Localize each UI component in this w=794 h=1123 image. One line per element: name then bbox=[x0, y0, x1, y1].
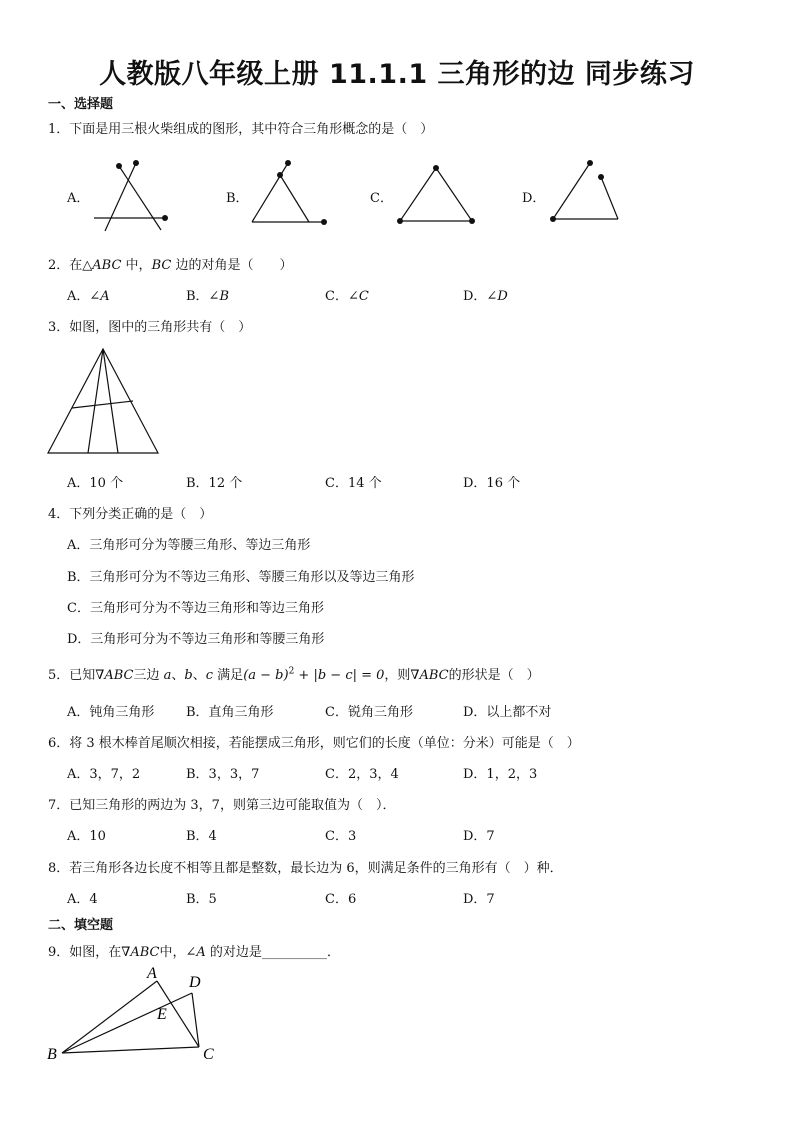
question-3-stem: 3．如图，图中的三角形共有（ ） bbox=[48, 320, 252, 335]
q9-text: ． bbox=[326, 945, 340, 960]
q3-option-b: B．12 个 bbox=[186, 476, 243, 491]
q1-option-c-label: C． bbox=[370, 191, 393, 206]
q2-stem-text: 边的对角是（ ） bbox=[171, 258, 293, 273]
q5-option-d: D．以上都不对 bbox=[463, 705, 552, 720]
q2-option-key: D．∠ bbox=[463, 289, 498, 304]
q5-text: 、 bbox=[171, 668, 185, 683]
q9-point-e-label: E bbox=[157, 1006, 167, 1023]
q2-option-var: B bbox=[219, 289, 230, 304]
q2-option-key: B．∠ bbox=[186, 289, 220, 304]
q2-option-key: C．∠ bbox=[325, 289, 359, 304]
q9-answer-blank[interactable]: __________ bbox=[261, 945, 327, 960]
q7-option-c: C．3 bbox=[325, 829, 357, 844]
q3-option-a: A．10 个 bbox=[67, 476, 124, 491]
q9-text: 的对边是 bbox=[205, 945, 262, 960]
q6-option-a: A．3，7，2 bbox=[67, 767, 141, 782]
q8-option-a: A．4 bbox=[67, 892, 98, 907]
question-7-stem: 7．已知三角形的两边为 3，7，则第三边可能取值为（ ）． bbox=[48, 798, 396, 813]
q2-stem-text: 中， bbox=[121, 258, 152, 273]
question-1-stem: 1．下面是用三根火柴组成的图形，其中符合三角形概念的是（ ） bbox=[48, 122, 434, 137]
q6-option-d: D．1，2，3 bbox=[463, 767, 538, 782]
q1-option-b-label: B． bbox=[226, 191, 249, 206]
question-8-stem: 8．若三角形各边长度不相等且都是整数，最长边为 6，则满足条件的三角形有（ ）种． bbox=[48, 861, 563, 876]
q9-text: 中，∠ bbox=[159, 945, 197, 960]
q5-text: 5．已知 bbox=[48, 668, 96, 683]
section-heading-fill: 二、填空题 bbox=[48, 918, 114, 933]
q5-text: 三边 bbox=[133, 668, 164, 683]
q2-stem-text: 2．在△ bbox=[48, 258, 93, 273]
q5-var-b: b bbox=[184, 668, 193, 683]
q8-option-b: B．5 bbox=[186, 892, 217, 907]
q4-option-a: A．三角形可分为等腰三角形、等边三角形 bbox=[67, 538, 311, 553]
page-title: 人教版八年级上册 11.1.1 三角形的边 同步练习 bbox=[99, 59, 695, 90]
q5-var-a: a bbox=[163, 668, 172, 683]
q2-option-key: A．∠ bbox=[67, 289, 101, 304]
q5-text: 、 bbox=[192, 668, 206, 683]
q2-side-name: BC bbox=[151, 258, 172, 273]
question-6-stem: 6．将 3 根木棒首尾顺次相接，若能摆成三角形，则它们的长度（单位：分米）可能是（ ） bbox=[48, 736, 580, 751]
q7-option-d: D．7 bbox=[463, 829, 495, 844]
q5-formula-square: (a − b) bbox=[243, 668, 289, 683]
q9-triangle: ∇ABC bbox=[121, 945, 160, 960]
q3-option-c: C．14 个 bbox=[325, 476, 382, 491]
q2-option-var: A bbox=[100, 289, 110, 304]
q6-option-b: B．3，3，7 bbox=[186, 767, 260, 782]
q8-option-d: D．7 bbox=[463, 892, 495, 907]
q9-point-c-label: C bbox=[203, 1046, 214, 1063]
q6-option-c: C．2，3，4 bbox=[325, 767, 399, 782]
q4-option-c: C．三角形可分为不等边三角形和等边三角形 bbox=[67, 601, 324, 616]
q5-text: 满足 bbox=[213, 668, 244, 683]
q5-var-c: c bbox=[205, 668, 214, 683]
question-4-stem: 4．下列分类正确的是（ ） bbox=[48, 507, 213, 522]
q9-text: 9．如图，在 bbox=[48, 945, 122, 960]
q5-formula-abs: + |b − c| = 0 bbox=[294, 668, 385, 683]
q4-option-d: D．三角形可分为不等边三角形和等腰三角形 bbox=[67, 632, 325, 647]
q5-option-c: C．锐角三角形 bbox=[325, 705, 413, 720]
q9-angle-var: A bbox=[196, 945, 206, 960]
q9-point-d-label: D bbox=[189, 974, 201, 991]
q5-triangle: ∇ABC bbox=[95, 668, 134, 683]
q9-point-a-label: A bbox=[147, 965, 157, 982]
q2-option-var: D bbox=[497, 289, 508, 304]
q5-text: 的形状是（ ） bbox=[448, 668, 540, 683]
section-heading-choice: 一、选择题 bbox=[48, 97, 114, 112]
q4-option-b: B．三角形可分为不等边三角形、等腰三角形以及等边三角形 bbox=[67, 570, 415, 585]
q9-point-b-label: B bbox=[47, 1046, 57, 1063]
q7-option-a: A．10 bbox=[67, 829, 106, 844]
q8-option-c: C．6 bbox=[325, 892, 357, 907]
q7-option-b: B．4 bbox=[186, 829, 217, 844]
q3-option-d: D．16 个 bbox=[463, 476, 521, 491]
q2-triangle-name: ABC bbox=[92, 258, 122, 273]
q5-option-a: A．钝角三角形 bbox=[67, 705, 155, 720]
q5-text: ，则 bbox=[384, 668, 411, 683]
q1-option-a-label: A． bbox=[67, 191, 90, 206]
q5-option-b: B．直角三角形 bbox=[186, 705, 274, 720]
q5-formula-exponent: 2 bbox=[288, 666, 295, 677]
q2-option-var: C bbox=[358, 289, 369, 304]
q1-option-d-label: D． bbox=[522, 191, 546, 206]
q5-triangle: ∇ABC bbox=[410, 668, 449, 683]
